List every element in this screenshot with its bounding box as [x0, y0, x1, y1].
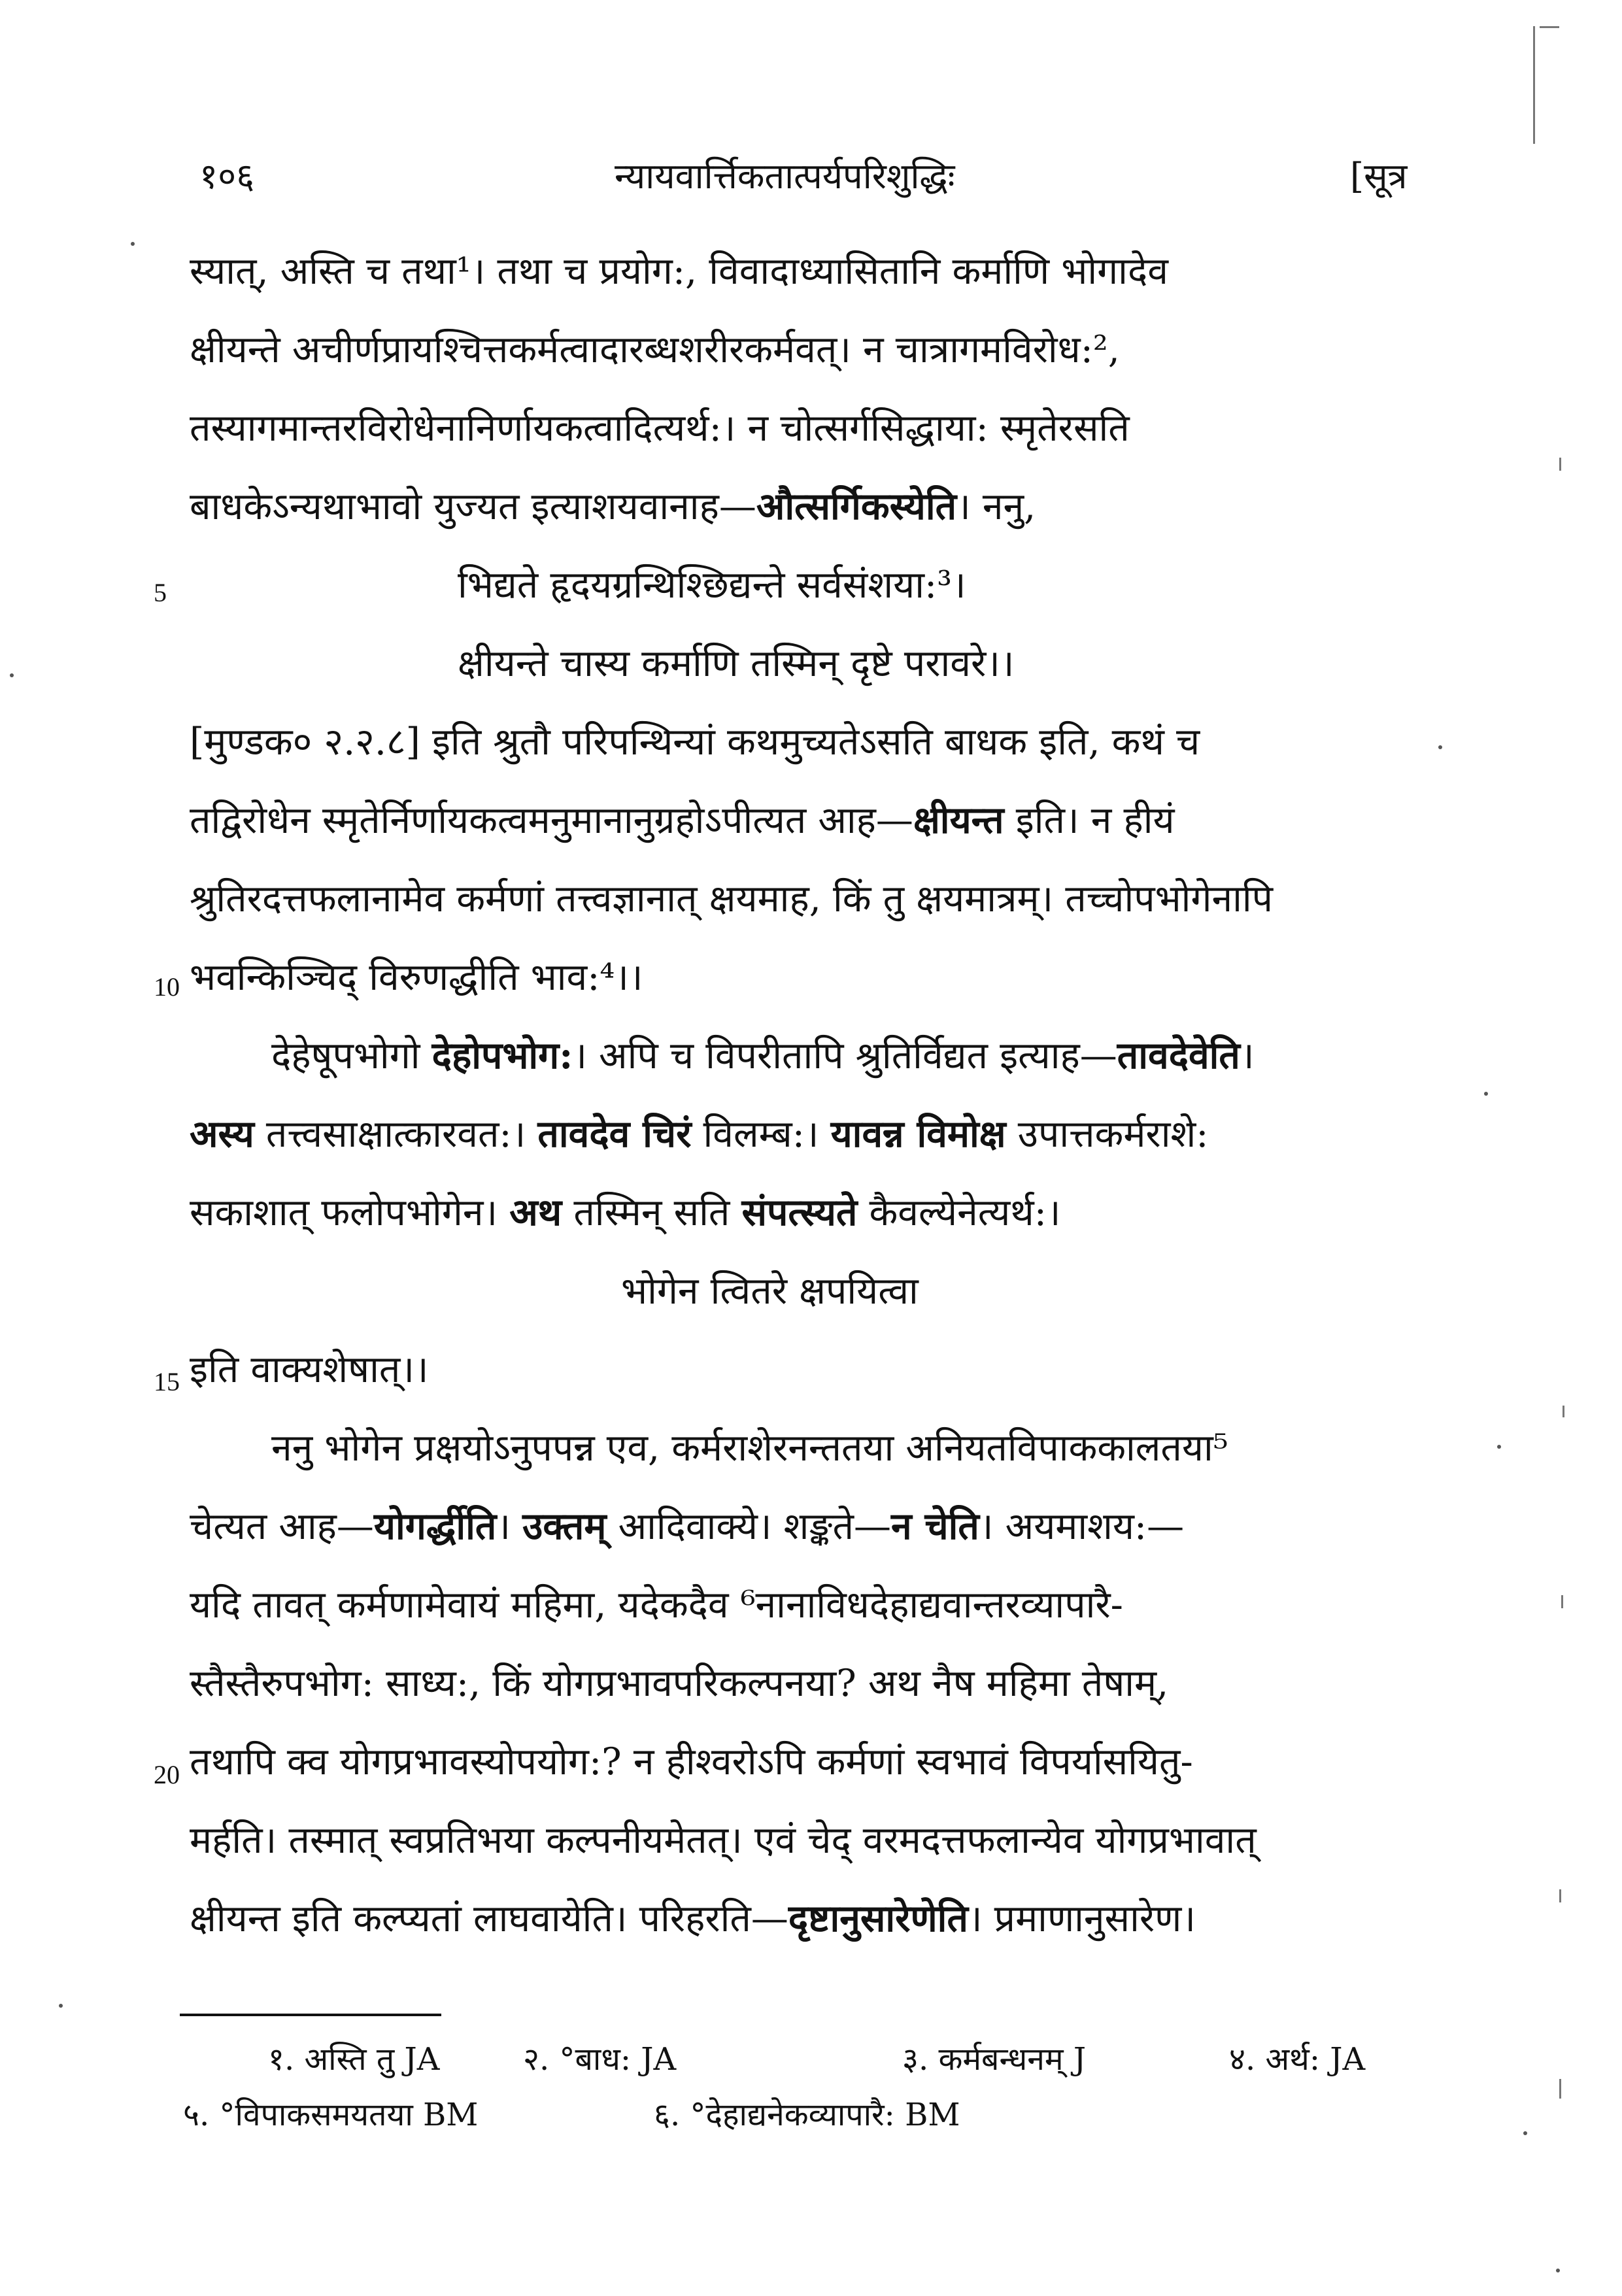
bold-term: अथ — [509, 1190, 562, 1234]
scan-margin-mark — [1559, 1889, 1561, 1902]
text-line-4: बाधकेऽन्यथाभावो युज्यत इत्याशयवानाह—औत्सर्गिकस्येति। ननु, — [190, 484, 1036, 528]
text-line-21: मर्हति। तस्मात् स्वप्रतिभया कल्पनीयमेतत्। एवं चेद् वरमदत्तफलान्येव योगप्रभावात् — [190, 1819, 1257, 1862]
line-number-20: 20 — [154, 1760, 180, 1789]
scan-margin-mark — [1540, 26, 1559, 28]
scan-margin-mark — [1533, 26, 1535, 144]
text-line-10: भवन्किञ्चिद् विरुणद्धीति भाव:⁴।। — [190, 956, 643, 999]
text-line-11: देहेषूपभोगो देहोपभोग:। अपि च विपरीतापि श्रुतिर्विद्यत इत्याह—तावदेवेति। — [271, 1034, 1255, 1077]
bold-term: यावन्न विमोक्ष — [830, 1112, 1006, 1156]
text-line-16: ननु भोगेन प्रक्षयोऽनुपपन्न एव, कर्मराशेरनन्ततया अनियतविपाककालतया⁵ — [271, 1427, 1228, 1470]
verse-line-3: भोगेन त्वितरे क्षपयित्वा — [621, 1270, 919, 1313]
bold-term: योगर्द्धीति — [373, 1504, 497, 1548]
scan-speck — [1556, 2269, 1560, 2272]
text-line-9: श्रुतिरदत्तफलानामेव कर्मणां तत्त्वज्ञानात् क्षयमाह, किं तु क्षयमात्रम्। तच्चोपभोगेनापि — [190, 877, 1274, 920]
bold-term: तावदेवेति — [1117, 1034, 1240, 1077]
line-number-15: 15 — [154, 1367, 180, 1396]
footnote-4: ४. अर्थ: JA — [1229, 2041, 1366, 2078]
bold-term: उक्तम् — [522, 1504, 607, 1548]
scan-margin-mark — [1561, 1595, 1563, 1608]
scan-margin-mark — [1559, 2079, 1561, 2099]
text-line-20: तथापि क्व योगप्रभावस्योपयोग:? न हीश्वरोऽपि कर्मणां स्वभावं विपर्यासयितु- — [190, 1740, 1193, 1783]
scan-margin-mark — [1559, 458, 1561, 471]
line-number-10: 10 — [154, 972, 180, 1002]
running-title: न्यायवार्त्तिकतात्पर्यपरिशुद्धिः — [615, 156, 955, 197]
scan-speck — [1438, 745, 1442, 749]
page-number: १०६ — [199, 156, 255, 197]
text-line-3: तस्यागमान्तरविरोधेनानिर्णायकत्वादित्यर्थ:। न चोत्सर्गसिद्धाया: स्मृतेरसति — [190, 407, 1130, 450]
bold-term: न चेति — [890, 1504, 979, 1548]
bold-term: क्षीयन्त — [913, 798, 1004, 842]
bold-term: देहोपभोग: — [431, 1034, 573, 1077]
bold-term: अस्य — [190, 1112, 254, 1156]
footnote-6: ६. °देहाद्यनेकव्यापारै: BM — [654, 2097, 960, 2133]
text-line-8: तद्विरोधेन स्मृतेर्निर्णायकत्वमनुमानानुग्रहोऽपीत्यत आह—क्षीयन्त इति। न हीयं — [190, 798, 1175, 842]
scan-speck — [1484, 1092, 1488, 1096]
text-line-15: इति वाक्यशेषात्।। — [190, 1348, 429, 1391]
verse-line-2: क्षीयन्ते चास्य कर्माणि तस्मिन् दृष्टे परावरे।। — [458, 642, 1015, 685]
footnote-rule — [180, 2014, 441, 2016]
scan-speck — [59, 2004, 63, 2008]
text-line-13: सकाशात् फलोपभोगेन। अथ तस्मिन् सति संपत्स्यते कैवल्येनेत्यर्थ:। — [190, 1190, 1061, 1234]
text-line-22: क्षीयन्त इति कल्प्यतां लाघवायेति। परिहरति—दृष्टानुसारेणेति। प्रमाणानुसारेण। — [190, 1897, 1196, 1940]
text-line-19: स्तैस्तैरुपभोग: साध्य:, किं योगप्रभावपरिकल्पनया? अथ नैष महिमा तेषाम्, — [190, 1662, 1169, 1705]
text-line-18: यदि तावत् कर्मणामेवायं महिमा, यदेकदैव ⁶नानाविधदेहाद्यवान्तरव्यापारै- — [190, 1583, 1123, 1627]
text-line-1: स्यात्, अस्ति च तथा¹। तथा च प्रयोग:, विवादाध्यासितानि कर्माणि भोगादेव — [190, 250, 1168, 293]
bold-term: संपत्स्यते — [741, 1190, 858, 1234]
line-number-5: 5 — [154, 578, 167, 607]
footnote-2: २. °बाध: JA — [523, 2041, 677, 2078]
section-label: [सूत्र — [1350, 156, 1408, 197]
bold-term: औत्सर्गिकस्येति — [756, 484, 957, 528]
verse-line-1: भिद्यते हृदयग्रन्थिश्छिद्यन्ते सर्वसंशया:³। — [458, 564, 966, 607]
scan-speck — [10, 673, 14, 677]
footnote-3: ३. कर्मबन्धनम् J — [902, 2041, 1087, 2078]
scan-speck — [1497, 1445, 1501, 1449]
footnote-1: १. अस्ति तु JA — [268, 2041, 440, 2078]
bold-term: दृष्टानुसारेणेति — [788, 1897, 968, 1940]
scan-margin-mark — [1563, 1406, 1564, 1417]
scan-speck — [131, 242, 135, 246]
footnote-5: ५. °विपाकसमयतया BM — [183, 2097, 479, 2133]
text-line-2: क्षीयन्ते अचीर्णप्रायश्चित्तकर्मत्वादारब्धशरीरकर्मवत्। न चात्रागमविरोध:², — [190, 328, 1120, 371]
text-line-7: [मुण्डक० २.२.८] इति श्रुतौ परिपन्थिन्यां कथमुच्यतेऽसति बाधक इति, कथं च — [190, 720, 1200, 764]
scan-speck — [1523, 2131, 1527, 2135]
text-line-12: अस्य तत्त्वसाक्षात्कारवत:। तावदेव चिरं विलम्ब:। यावन्न विमोक्ष उपात्तकर्मराशे: — [190, 1112, 1209, 1156]
text-line-17: चेत्यत आह—योगर्द्धीति। उक्तम् आदिवाक्ये। शङ्कते—न चेति। अयमाशय:— — [190, 1504, 1185, 1548]
bold-term: तावदेव चिरं — [537, 1112, 692, 1156]
